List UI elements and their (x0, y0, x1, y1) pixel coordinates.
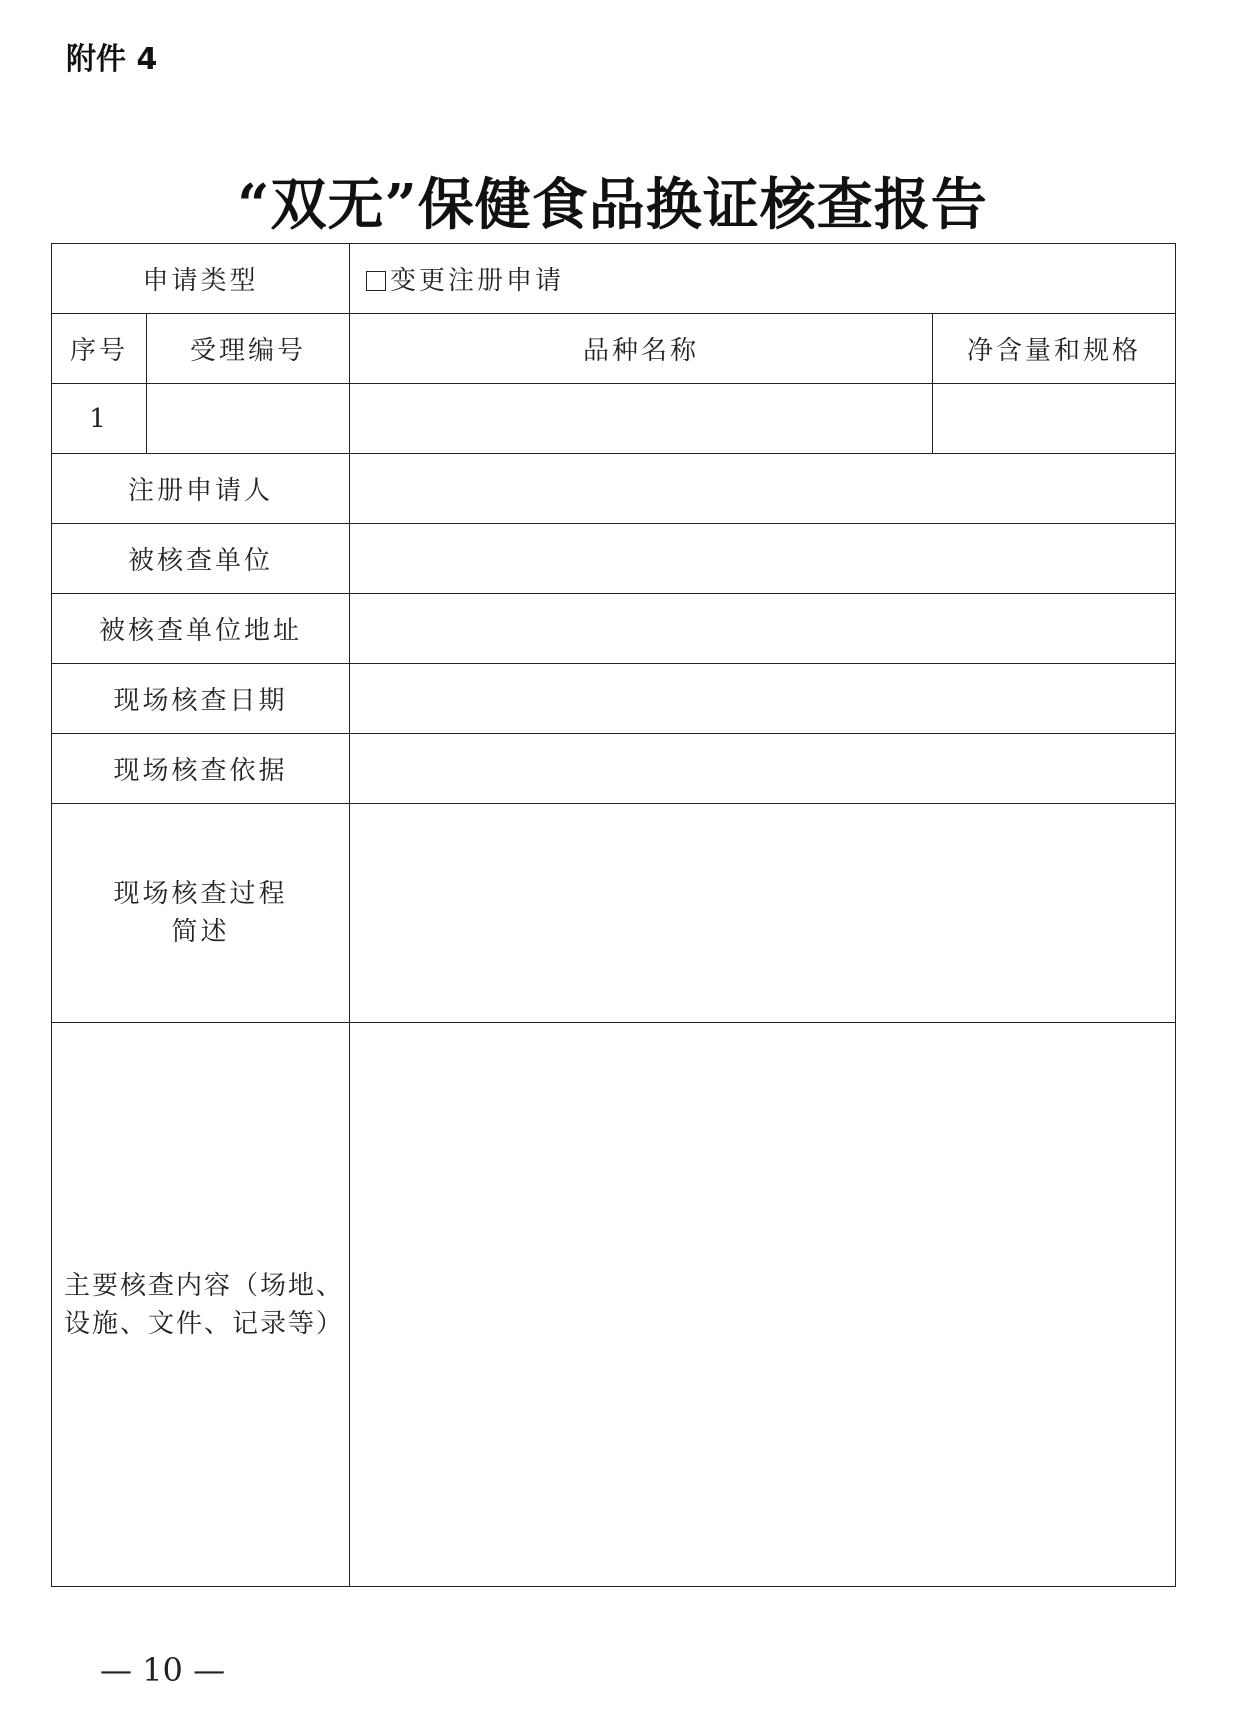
table-row (52, 384, 1176, 454)
process-summary-label-line1: 现场核查过程 (113, 879, 288, 909)
main-content-label-line2: 设施、文件、记录等） (64, 1308, 345, 1339)
inspection-date-label: 现场核查日期 (52, 664, 350, 734)
inspection-basis-row (52, 734, 1176, 804)
product-table-header-row (52, 314, 1176, 384)
row-seq: 1 (52, 384, 147, 454)
main-content-label-line1: 主要核查内容（场地、 (64, 1270, 345, 1301)
change-registration-option-label: 变更注册申请 (390, 266, 565, 296)
inspection-basis-field[interactable] (350, 734, 1176, 804)
inspection-date-field[interactable] (350, 664, 1176, 734)
inspected-unit-row (52, 524, 1176, 594)
inspected-unit-address-label: 被核查单位地址 (52, 594, 350, 664)
registrant-row (52, 454, 1176, 524)
header-variety-name: 品种名称 (350, 314, 933, 384)
inspected-unit-field[interactable] (350, 524, 1176, 594)
application-type-value (350, 244, 1176, 314)
page-number: — 10 — (100, 1651, 226, 1689)
inspected-unit-address-row (52, 594, 1176, 664)
registrant-label: 注册申请人 (52, 454, 350, 524)
document-title: “双无”保健食品换证核查报告 (237, 172, 988, 238)
attachment-label: 附件 4 (66, 42, 158, 77)
application-type-label: 申请类型 (52, 244, 350, 314)
registrant-field[interactable] (350, 454, 1176, 524)
process-summary-field[interactable] (350, 804, 1176, 1023)
process-summary-label (52, 804, 350, 1023)
inspection-basis-label: 现场核查依据 (52, 734, 350, 804)
application-type-row (52, 244, 1176, 314)
main-content-field[interactable] (350, 1023, 1176, 1587)
main-content-row (52, 1023, 1176, 1587)
process-summary-label-line2: 简述 (171, 917, 230, 947)
change-registration-checkbox[interactable] (366, 271, 386, 291)
header-net-content-spec: 净含量和规格 (933, 314, 1176, 384)
report-form-table (51, 243, 1176, 1587)
inspected-unit-address-field[interactable] (350, 594, 1176, 664)
header-accept-no: 受理编号 (147, 314, 350, 384)
row-accept-no-field[interactable] (147, 384, 350, 454)
process-summary-row (52, 804, 1176, 1023)
inspection-date-row (52, 664, 1176, 734)
main-content-label (52, 1023, 350, 1587)
row-variety-name-field[interactable] (350, 384, 933, 454)
row-net-content-spec-field[interactable] (933, 384, 1176, 454)
inspected-unit-label: 被核查单位 (52, 524, 350, 594)
header-seq: 序号 (52, 314, 147, 384)
